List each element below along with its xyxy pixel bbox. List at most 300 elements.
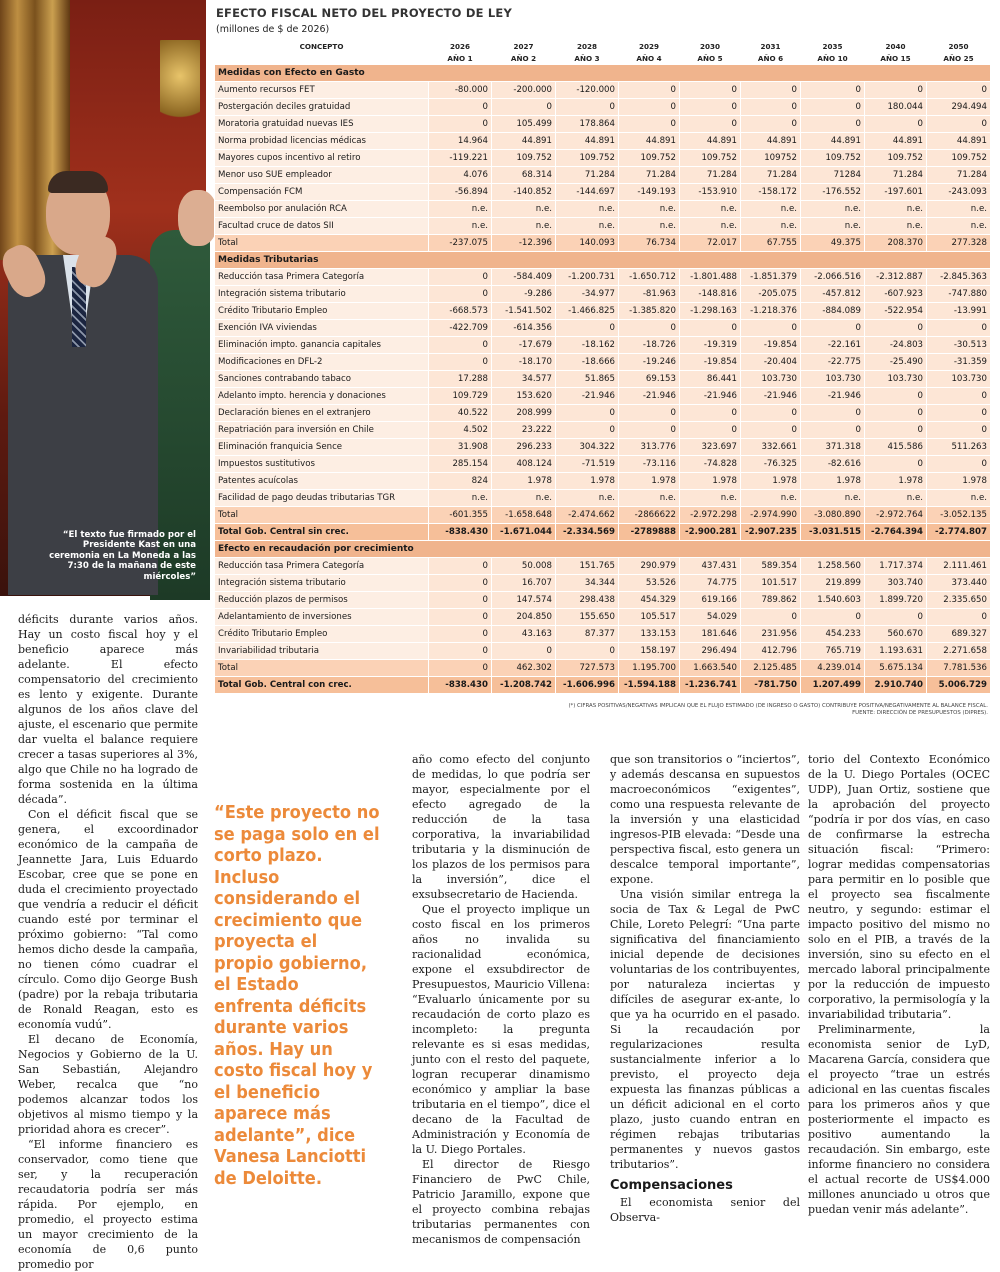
value-cell: -422.709 bbox=[429, 320, 492, 337]
value-cell: -30.513 bbox=[927, 337, 991, 354]
value-cell: 0 bbox=[927, 405, 991, 422]
value-cell: 0 bbox=[801, 99, 865, 116]
value-cell: -522.954 bbox=[865, 303, 927, 320]
value-cell: 0 bbox=[801, 320, 865, 337]
value-cell: n.e. bbox=[741, 201, 801, 218]
value-cell: 105.499 bbox=[492, 116, 556, 133]
value-cell: 294.494 bbox=[927, 99, 991, 116]
concept-cell: Exención IVA viviendas bbox=[215, 320, 429, 337]
article-column-3 bbox=[412, 752, 590, 1247]
value-cell: 153.620 bbox=[492, 388, 556, 405]
value-cell: 0 bbox=[927, 320, 991, 337]
value-cell: 727.573 bbox=[556, 660, 619, 677]
year-label: AÑO 6 bbox=[741, 53, 801, 65]
value-cell: -19.854 bbox=[680, 354, 741, 371]
value-cell: n.e. bbox=[927, 201, 991, 218]
year-header: 2031 bbox=[741, 41, 801, 53]
concept-cell: Eliminación impto. ganancia capitales bbox=[215, 337, 429, 354]
value-cell: n.e. bbox=[680, 490, 741, 507]
value-cell: 71.284 bbox=[865, 167, 927, 184]
value-cell: -200.000 bbox=[492, 82, 556, 99]
value-cell: 0 bbox=[865, 388, 927, 405]
table-title: EFECTO FISCAL NETO DEL PROYECTO DE LEY bbox=[216, 6, 512, 20]
value-cell: n.e. bbox=[619, 490, 680, 507]
value-cell: 4.502 bbox=[429, 422, 492, 439]
value-cell: 0 bbox=[865, 456, 927, 473]
concept-cell: Modificaciones en DFL-2 bbox=[215, 354, 429, 371]
value-cell: 103.730 bbox=[801, 371, 865, 388]
table-row bbox=[215, 558, 991, 575]
value-cell: 72.017 bbox=[680, 235, 741, 252]
value-cell: 231.956 bbox=[741, 626, 801, 643]
value-cell: 0 bbox=[429, 592, 492, 609]
value-cell: 67.755 bbox=[741, 235, 801, 252]
concept-cell: Postergación deciles gratuidad bbox=[215, 99, 429, 116]
section-row bbox=[215, 65, 991, 82]
value-cell: -1.671.044 bbox=[492, 524, 556, 541]
value-cell: -2.972.764 bbox=[865, 507, 927, 524]
value-cell: 373.440 bbox=[927, 575, 991, 592]
year-header: 2030 bbox=[680, 41, 741, 53]
value-cell: -2.764.394 bbox=[865, 524, 927, 541]
table-row bbox=[215, 286, 991, 303]
table-row bbox=[215, 303, 991, 320]
value-cell: -1.385.820 bbox=[619, 303, 680, 320]
table-row bbox=[215, 184, 991, 201]
year-label: AÑO 25 bbox=[927, 53, 991, 65]
value-cell: n.e. bbox=[680, 201, 741, 218]
value-cell: 0 bbox=[927, 456, 991, 473]
section-row bbox=[215, 252, 991, 269]
value-cell: 1.978 bbox=[492, 473, 556, 490]
value-cell: -3.080.890 bbox=[801, 507, 865, 524]
year-header: 2026 bbox=[429, 41, 492, 53]
table-row bbox=[215, 201, 991, 218]
value-cell: -747.880 bbox=[927, 286, 991, 303]
value-cell: 44.891 bbox=[492, 133, 556, 150]
table-row bbox=[215, 167, 991, 184]
value-cell: 50.008 bbox=[492, 558, 556, 575]
value-cell: 0 bbox=[865, 82, 927, 99]
concept-cell: Invariabilidad tributaria bbox=[215, 643, 429, 660]
year-header: 2029 bbox=[619, 41, 680, 53]
paragraph: El decano de Economía, Negocios y Gobierno de la U. San Sebastián, Alejandro Weber, recalca que “no podemos alcanzar todos los objetivos al mismo tiempo y la prioridad ahora es crecer”. bbox=[18, 1033, 198, 1136]
value-cell: -17.679 bbox=[492, 337, 556, 354]
concept-header: CONCEPTO bbox=[215, 41, 429, 53]
value-cell: 71.284 bbox=[680, 167, 741, 184]
concept-cell: Medidas con Efecto en Gasto bbox=[215, 65, 991, 82]
concept-cell: Facultad cruce de datos SII bbox=[215, 218, 429, 235]
year-header: 2050 bbox=[927, 41, 991, 53]
value-cell: 332.661 bbox=[741, 439, 801, 456]
value-cell: -18.162 bbox=[556, 337, 619, 354]
value-cell: n.e. bbox=[865, 201, 927, 218]
value-cell: -22.161 bbox=[801, 337, 865, 354]
value-cell: 0 bbox=[801, 405, 865, 422]
value-cell: 109.752 bbox=[492, 150, 556, 167]
value-cell: 0 bbox=[429, 269, 492, 286]
ceremony-photo bbox=[0, 0, 206, 596]
value-cell: -149.193 bbox=[619, 184, 680, 201]
value-cell: 560.670 bbox=[865, 626, 927, 643]
value-cell: -1.851.379 bbox=[741, 269, 801, 286]
year-label: AÑO 10 bbox=[801, 53, 865, 65]
value-cell: -1.466.825 bbox=[556, 303, 619, 320]
value-cell: 31.908 bbox=[429, 439, 492, 456]
value-cell: 71284 bbox=[801, 167, 865, 184]
concept-cell: Patentes acuícolas bbox=[215, 473, 429, 490]
value-cell: n.e. bbox=[741, 218, 801, 235]
value-cell: -176.552 bbox=[801, 184, 865, 201]
value-cell: 44.891 bbox=[865, 133, 927, 150]
value-cell: 408.124 bbox=[492, 456, 556, 473]
value-cell: -884.089 bbox=[801, 303, 865, 320]
value-cell: 0 bbox=[429, 354, 492, 371]
value-cell: 1.899.720 bbox=[865, 592, 927, 609]
value-cell: 44.891 bbox=[801, 133, 865, 150]
value-cell: 54.029 bbox=[680, 609, 741, 626]
table-row bbox=[215, 82, 991, 99]
value-cell: 2.910.740 bbox=[865, 677, 927, 694]
value-cell: 4.239.014 bbox=[801, 660, 865, 677]
table-row bbox=[215, 456, 991, 473]
value-cell: -205.075 bbox=[741, 286, 801, 303]
value-cell: 2.125.485 bbox=[741, 660, 801, 677]
value-cell: -19.854 bbox=[741, 337, 801, 354]
value-cell: 14.964 bbox=[429, 133, 492, 150]
value-cell: -1.200.731 bbox=[556, 269, 619, 286]
concept-cell: Medidas Tributarias bbox=[215, 252, 991, 269]
value-cell: 1.978 bbox=[927, 473, 991, 490]
value-cell: 0 bbox=[680, 320, 741, 337]
table-row bbox=[215, 575, 991, 592]
value-cell: 1.717.374 bbox=[865, 558, 927, 575]
year-label: AÑO 2 bbox=[492, 53, 556, 65]
value-cell: 109.752 bbox=[927, 150, 991, 167]
table-row bbox=[215, 439, 991, 456]
table-row bbox=[215, 609, 991, 626]
value-cell: 1.540.603 bbox=[801, 592, 865, 609]
value-cell: 44.891 bbox=[741, 133, 801, 150]
value-cell: -12.396 bbox=[492, 235, 556, 252]
value-cell: -1.541.502 bbox=[492, 303, 556, 320]
value-cell: 290.979 bbox=[619, 558, 680, 575]
value-cell: 0 bbox=[619, 82, 680, 99]
value-cell: 0 bbox=[556, 643, 619, 660]
value-cell: -781.750 bbox=[741, 677, 801, 694]
value-cell: 0 bbox=[741, 422, 801, 439]
value-cell: 0 bbox=[865, 609, 927, 626]
year-header: 2035 bbox=[801, 41, 865, 53]
concept-cell: Facilidad de pago deudas tributarias TGR bbox=[215, 490, 429, 507]
value-cell: 0 bbox=[801, 422, 865, 439]
value-cell: -838.430 bbox=[429, 524, 492, 541]
value-cell: 0 bbox=[741, 116, 801, 133]
table-row bbox=[215, 354, 991, 371]
value-cell: -73.116 bbox=[619, 456, 680, 473]
photo-caption: “El texto fue firmado por el Presidente Kast en una ceremonia en La Moneda a las 7:30 de la mañana de este miércoles” bbox=[49, 529, 196, 582]
value-cell: -2.972.298 bbox=[680, 507, 741, 524]
value-cell: 277.328 bbox=[927, 235, 991, 252]
value-cell: 296.494 bbox=[680, 643, 741, 660]
value-cell: 0 bbox=[556, 405, 619, 422]
value-cell: 76.734 bbox=[619, 235, 680, 252]
value-cell: -601.355 bbox=[429, 507, 492, 524]
value-cell: 109.752 bbox=[619, 150, 680, 167]
total-row bbox=[215, 507, 991, 524]
value-cell: 208.370 bbox=[865, 235, 927, 252]
value-cell: 133.153 bbox=[619, 626, 680, 643]
value-cell: -140.852 bbox=[492, 184, 556, 201]
concept-cell: Reducción tasa Primera Categoría bbox=[215, 269, 429, 286]
value-cell: -1.801.488 bbox=[680, 269, 741, 286]
value-cell: -34.977 bbox=[556, 286, 619, 303]
value-cell: 23.222 bbox=[492, 422, 556, 439]
value-cell: -2.474.662 bbox=[556, 507, 619, 524]
value-cell: 4.076 bbox=[429, 167, 492, 184]
value-cell: 371.318 bbox=[801, 439, 865, 456]
value-cell: 0 bbox=[927, 82, 991, 99]
value-cell: 0 bbox=[556, 320, 619, 337]
value-cell: 109.752 bbox=[801, 150, 865, 167]
value-cell: -148.816 bbox=[680, 286, 741, 303]
value-cell: n.e. bbox=[927, 218, 991, 235]
value-cell: -21.946 bbox=[741, 388, 801, 405]
value-cell: 103.730 bbox=[927, 371, 991, 388]
value-cell: n.e. bbox=[556, 201, 619, 218]
value-cell: -614.356 bbox=[492, 320, 556, 337]
wall-sconce bbox=[160, 40, 200, 130]
value-cell: 2.271.658 bbox=[927, 643, 991, 660]
value-cell: 437.431 bbox=[680, 558, 741, 575]
value-cell: 71.284 bbox=[927, 167, 991, 184]
value-cell: n.e. bbox=[429, 490, 492, 507]
value-cell: n.e. bbox=[680, 218, 741, 235]
value-cell: 5.006.729 bbox=[927, 677, 991, 694]
concept-cell: Reducción tasa Primera Categoría bbox=[215, 558, 429, 575]
paragraph: “El informe financiero es conservador, como tiene que ser, y la recuperación recaudatoria podría ser más rápida. Por ejemplo, en promedio, el proyecto estima un mayor crecimiento de la economía de 0,6 punto promedio por bbox=[18, 1138, 198, 1271]
concept-cell: Total Gob. Central con crec. bbox=[215, 677, 429, 694]
value-cell: 0 bbox=[680, 116, 741, 133]
concept-cell: Sanciones contrabando tabaco bbox=[215, 371, 429, 388]
value-cell: 0 bbox=[429, 116, 492, 133]
value-cell: 44.891 bbox=[680, 133, 741, 150]
total-row bbox=[215, 677, 991, 694]
year-header: 2027 bbox=[492, 41, 556, 53]
value-cell: 511.263 bbox=[927, 439, 991, 456]
value-cell: 454.329 bbox=[619, 592, 680, 609]
value-cell: -197.601 bbox=[865, 184, 927, 201]
value-cell: 53.526 bbox=[619, 575, 680, 592]
value-cell: -1.236.741 bbox=[680, 677, 741, 694]
value-cell: 43.163 bbox=[492, 626, 556, 643]
value-cell: -9.286 bbox=[492, 286, 556, 303]
second-person-face bbox=[178, 190, 218, 246]
value-cell: 296.233 bbox=[492, 439, 556, 456]
total-row bbox=[215, 660, 991, 677]
value-cell: 0 bbox=[741, 405, 801, 422]
table-row bbox=[215, 337, 991, 354]
value-cell: 0 bbox=[429, 558, 492, 575]
value-cell: 0 bbox=[429, 575, 492, 592]
value-cell: 34.577 bbox=[492, 371, 556, 388]
article-column-5 bbox=[808, 752, 990, 1217]
value-cell: -18.666 bbox=[556, 354, 619, 371]
value-cell: -2789888 bbox=[619, 524, 680, 541]
value-cell: -80.000 bbox=[429, 82, 492, 99]
value-cell: 0 bbox=[492, 643, 556, 660]
value-cell: -19.319 bbox=[680, 337, 741, 354]
concept-cell: Total bbox=[215, 660, 429, 677]
value-cell: 0 bbox=[429, 660, 492, 677]
value-cell: -668.573 bbox=[429, 303, 492, 320]
value-cell: 0 bbox=[741, 82, 801, 99]
value-cell: -21.946 bbox=[556, 388, 619, 405]
value-cell: -18.726 bbox=[619, 337, 680, 354]
value-cell: -1.606.996 bbox=[556, 677, 619, 694]
value-cell: 219.899 bbox=[801, 575, 865, 592]
value-cell: 0 bbox=[680, 82, 741, 99]
table-row bbox=[215, 405, 991, 422]
concept-cell: Norma probidad licencias médicas bbox=[215, 133, 429, 150]
article-column-4 bbox=[610, 752, 800, 1225]
value-cell: -3.031.515 bbox=[801, 524, 865, 541]
value-cell: 0 bbox=[927, 388, 991, 405]
value-cell: 178.864 bbox=[556, 116, 619, 133]
value-cell: 101.517 bbox=[741, 575, 801, 592]
paragraph: Que el proyecto implique un costo fiscal en los primeros años no invalida su racionalidad económica, expone el exsubdirector de Presupuestos, Mauricio Villena: “Evaluarlo únicamente por su recaudación de corto plazo es incompleto: la pregunta relevante es si esas medidas, junto con el resto del paquete, logran recuperar dinamismo económico y ampliar la base tributaria en el tiempo”, dice el decano de la Facultad de Administración y Economía de la U. Diego Portales. bbox=[412, 903, 590, 1156]
fiscal-effect-table bbox=[214, 40, 991, 694]
concept-cell: Reembolso por anulación RCA bbox=[215, 201, 429, 218]
value-cell: -1.218.376 bbox=[741, 303, 801, 320]
value-cell: -2.066.516 bbox=[801, 269, 865, 286]
value-cell: 304.322 bbox=[556, 439, 619, 456]
concept-cell: Compensación FCM bbox=[215, 184, 429, 201]
table-row bbox=[215, 490, 991, 507]
concept-header-spacer bbox=[215, 53, 429, 65]
value-cell: 109.752 bbox=[556, 150, 619, 167]
value-cell: 0 bbox=[865, 405, 927, 422]
header-labels-row bbox=[215, 53, 991, 65]
value-cell: 824 bbox=[429, 473, 492, 490]
value-cell: -1.208.742 bbox=[492, 677, 556, 694]
value-cell: -1.650.712 bbox=[619, 269, 680, 286]
value-cell: 0 bbox=[619, 405, 680, 422]
value-cell: -2.907.235 bbox=[741, 524, 801, 541]
paragraph: Preliminarmente, la economista senior de LyD, Macarena García, considera que el proyecto “trae un estrés adicional en las cuentas fiscales para los primeros años y que posteriormente el impacto es positivo aumentando la recaudación. Sin embargo, este informe financiero no considera el actual recorte de US$4.000 millones anunciado u otros que puedan venir más adelante”. bbox=[808, 1023, 990, 1216]
paragraph: que son transitorios o “inciertos”, y además descansa en supuestos macroeconómicos “exigentes”, como una respuesta relevante de la inversión y una elasticidad ingresos-PIB elevada: “Desde una perspectiva fiscal, esto genera un descalce temporal importante”, expone. bbox=[610, 753, 800, 886]
value-cell: 0 bbox=[556, 422, 619, 439]
value-cell: 0 bbox=[429, 337, 492, 354]
article-column-1 bbox=[18, 612, 198, 1272]
table-row bbox=[215, 388, 991, 405]
value-cell: 0 bbox=[429, 99, 492, 116]
value-cell: 1.258.560 bbox=[801, 558, 865, 575]
value-cell: 0 bbox=[741, 609, 801, 626]
value-cell: 17.288 bbox=[429, 371, 492, 388]
value-cell: -13.991 bbox=[927, 303, 991, 320]
concept-cell: Menor uso SUE empleador bbox=[215, 167, 429, 184]
value-cell: -81.963 bbox=[619, 286, 680, 303]
value-cell: n.e. bbox=[801, 218, 865, 235]
value-cell: n.e. bbox=[619, 201, 680, 218]
table-row bbox=[215, 133, 991, 150]
value-cell: 619.166 bbox=[680, 592, 741, 609]
concept-cell: Crédito Tributario Empleo bbox=[215, 626, 429, 643]
concept-cell: Reducción plazos de permisos bbox=[215, 592, 429, 609]
table-body bbox=[215, 65, 991, 694]
concept-cell: Moratoria gratuidad nuevas IES bbox=[215, 116, 429, 133]
total-row bbox=[215, 524, 991, 541]
value-cell: -71.519 bbox=[556, 456, 619, 473]
value-cell: -1.658.648 bbox=[492, 507, 556, 524]
table-row bbox=[215, 643, 991, 660]
year-label: AÑO 5 bbox=[680, 53, 741, 65]
paragraph: El director de Riesgo Financiero de PwC Chile, Patricio Jaramillo, expone que el proyecto combina rebajas tributarias permanentes con mecanismos de compensación bbox=[412, 1158, 590, 1246]
value-cell: 49.375 bbox=[801, 235, 865, 252]
table-row bbox=[215, 150, 991, 167]
value-cell: n.e. bbox=[801, 490, 865, 507]
value-cell: 0 bbox=[492, 99, 556, 116]
value-cell: 689.327 bbox=[927, 626, 991, 643]
value-cell: -21.946 bbox=[619, 388, 680, 405]
value-cell: 181.646 bbox=[680, 626, 741, 643]
value-cell: 71.284 bbox=[556, 167, 619, 184]
year-header: 2040 bbox=[865, 41, 927, 53]
value-cell: 0 bbox=[680, 422, 741, 439]
value-cell: 158.197 bbox=[619, 643, 680, 660]
value-cell: 1.207.499 bbox=[801, 677, 865, 694]
value-cell: 0 bbox=[429, 643, 492, 660]
concept-cell: Integración sistema tributario bbox=[215, 286, 429, 303]
value-cell: 589.354 bbox=[741, 558, 801, 575]
value-cell: 1.978 bbox=[680, 473, 741, 490]
concept-cell: Adelantamiento de inversiones bbox=[215, 609, 429, 626]
year-label: AÑO 1 bbox=[429, 53, 492, 65]
value-cell: n.e. bbox=[429, 201, 492, 218]
value-cell: -584.409 bbox=[492, 269, 556, 286]
concept-cell: Efecto en recaudación por crecimiento bbox=[215, 541, 991, 558]
pull-quote: “Este proyecto no se paga solo en el corto plazo. Incluso considerando el crecimiento que proyecta el propio gobierno, el Estado enfrenta déficits durante varios años. Hay un costo fiscal hoy y el beneficio aparece más adelante”, dice Vanesa Lanciotti de Deloitte. bbox=[214, 803, 380, 1189]
concept-cell: Aumento recursos FET bbox=[215, 82, 429, 99]
value-cell: 1.978 bbox=[619, 473, 680, 490]
value-cell: -19.246 bbox=[619, 354, 680, 371]
value-cell: -2866622 bbox=[619, 507, 680, 524]
value-cell: 5.675.134 bbox=[865, 660, 927, 677]
value-cell: 147.574 bbox=[492, 592, 556, 609]
table-row bbox=[215, 626, 991, 643]
value-cell: -237.075 bbox=[429, 235, 492, 252]
value-cell: -607.923 bbox=[865, 286, 927, 303]
value-cell: -21.946 bbox=[680, 388, 741, 405]
value-cell: 0 bbox=[927, 609, 991, 626]
value-cell: 155.650 bbox=[556, 609, 619, 626]
value-cell: 0 bbox=[927, 116, 991, 133]
section-row bbox=[215, 541, 991, 558]
value-cell: 204.850 bbox=[492, 609, 556, 626]
table-subtitle: (millones de $ de 2026) bbox=[216, 24, 330, 35]
value-cell: 415.586 bbox=[865, 439, 927, 456]
value-cell: -2.312.887 bbox=[865, 269, 927, 286]
year-label: AÑO 4 bbox=[619, 53, 680, 65]
concept-cell: Impuestos sustitutivos bbox=[215, 456, 429, 473]
year-header: 2028 bbox=[556, 41, 619, 53]
value-cell: 0 bbox=[680, 405, 741, 422]
concept-cell: Integración sistema tributario bbox=[215, 575, 429, 592]
value-cell: 0 bbox=[680, 99, 741, 116]
value-cell: n.e. bbox=[492, 218, 556, 235]
paragraph: El economista senior del Observa- bbox=[610, 1196, 800, 1224]
